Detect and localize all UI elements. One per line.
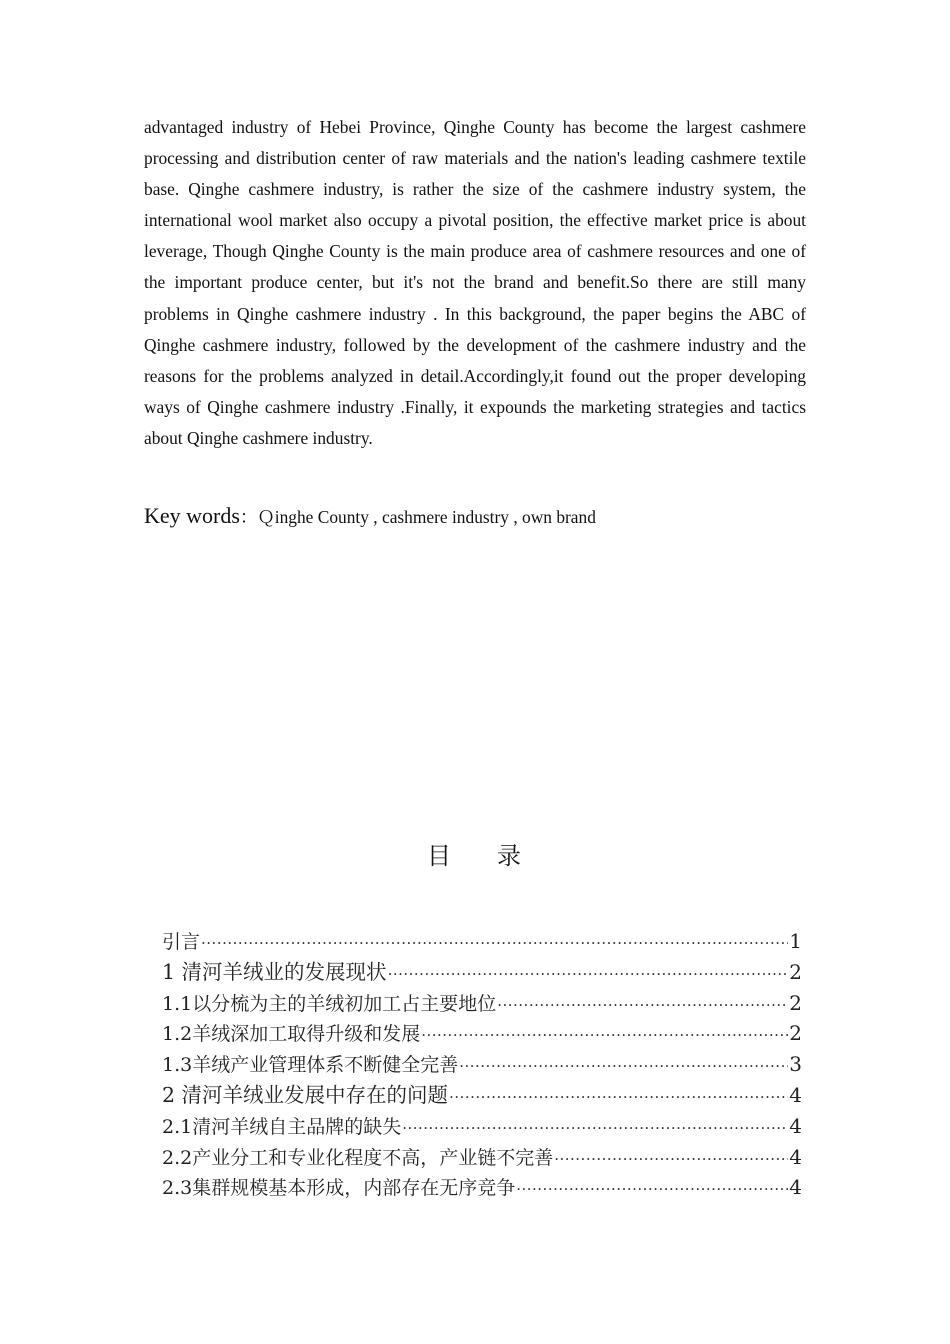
toc-entry-page: 4: [789, 1082, 802, 1107]
toc-leader-dots: [388, 959, 789, 988]
toc-entry[interactable]: [162, 1049, 802, 1080]
toc-entry[interactable]: [162, 957, 802, 988]
toc-entry-page: 2: [789, 1021, 802, 1046]
toc-entry-text: 2 清河羊绒业发展中存在的问题: [162, 1082, 449, 1107]
toc-entry-text: 1 清河羊绒业的发展现状: [162, 959, 387, 984]
toc-entry-page: 4: [789, 1144, 802, 1169]
toc-leader-dots: [201, 928, 788, 957]
toc-entry-text: 引言: [162, 931, 201, 953]
toc-leader-dots: [459, 1051, 788, 1080]
keywords-label: Key words: [144, 503, 240, 528]
toc-entry-page: 2: [789, 990, 802, 1015]
abstract-paragraph: advantaged industry of Hebei Province, Qinghe County has become the largest cashmere processing and distribution center of raw materials and the nation's leading cashmere textile base. Qinghe cashmere industry, is rather the size of the cashmere industry system, the international wool market also occupy a pivotal position, the effective market price is about leverage, Though Qinghe County is the main produce area of cashmere resources and one of the important produce center, but it's not the brand and benefit.So there are still many problems in Qinghe cashmere industry . In this background, the paper begins the ABC of Qinghe cashmere industry, followed by the development of the cashmere industry and the reasons for the problems analyzed in detail.Accordingly,it found out the proper developing ways of Qinghe cashmere industry .Finally, it expounds the marketing strategies and tactics about Qinghe cashmere industry.: [144, 117, 806, 448]
toc-leader-dots: [554, 1144, 788, 1173]
toc-entry-text: 2.1清河羊绒自主品牌的缺失: [162, 1115, 402, 1138]
toc-leader-dots: [421, 1020, 788, 1049]
table-of-contents: [162, 926, 802, 1203]
toc-entry[interactable]: [162, 926, 802, 957]
keywords-value: Ｑinghe County , cashmere industry , own brand: [257, 507, 596, 527]
toc-leader-dots: [449, 1082, 788, 1111]
keywords-colon: ：: [239, 507, 258, 527]
toc-leader-dots: [497, 990, 788, 1019]
toc-entry[interactable]: [162, 1142, 802, 1173]
toc-entry-page: 1: [789, 929, 802, 953]
toc-entry[interactable]: [162, 1080, 802, 1111]
toc-entry-page: 4: [789, 1113, 802, 1138]
toc-title-part1: 目: [427, 842, 453, 870]
keywords-line: [144, 503, 806, 529]
toc-entry[interactable]: [162, 1111, 802, 1142]
toc-leader-dots: [402, 1113, 788, 1142]
toc-title-part2: 录: [497, 842, 523, 870]
toc-entry[interactable]: [162, 988, 802, 1019]
toc-title: [0, 836, 950, 871]
toc-entry-text: 1.3羊绒产业管理体系不断健全完善: [162, 1054, 459, 1077]
toc-entry-page: 3: [789, 1052, 802, 1077]
toc-entry[interactable]: [162, 1018, 802, 1049]
toc-entry-page: 2: [789, 959, 802, 984]
toc-entry-text: 1.2羊绒深加工取得升级和发展: [162, 1023, 421, 1046]
toc-leader-dots: [516, 1174, 788, 1203]
toc-entry-page: 4: [789, 1175, 802, 1200]
toc-entry[interactable]: [162, 1172, 802, 1203]
toc-entry-text: 2.2产业分工和专业化程度不高，产业链不完善: [162, 1146, 554, 1169]
toc-entry-text: 2.3集群规模基本形成，内部存在无序竞争: [162, 1177, 516, 1200]
toc-entry-text: 1.1以分梳为主的羊绒初加工占主要地位: [162, 992, 497, 1015]
